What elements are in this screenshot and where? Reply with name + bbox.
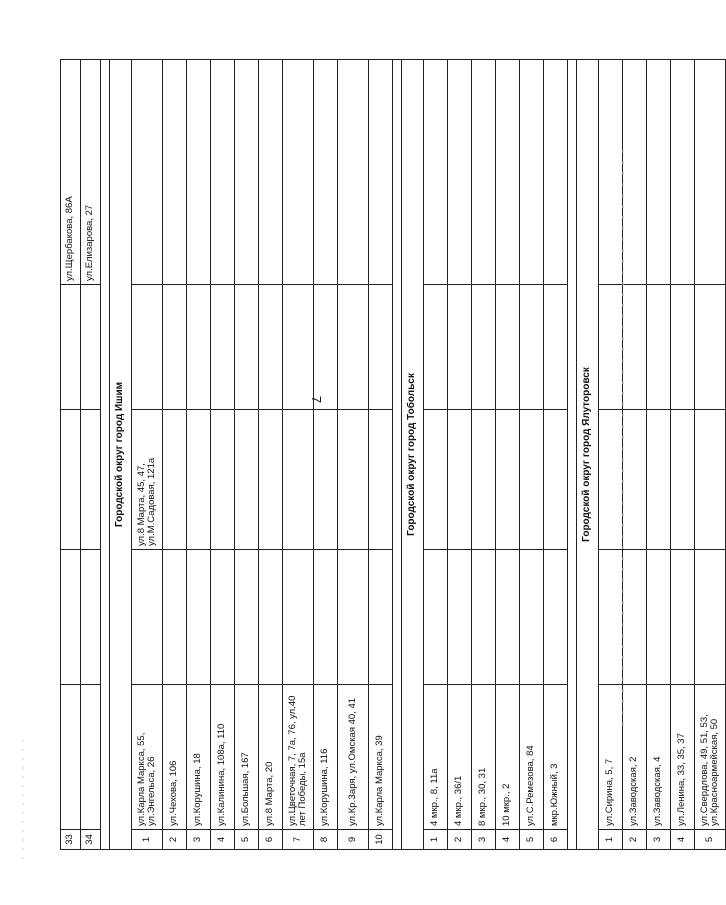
- row-number: 2: [448, 830, 472, 850]
- cell-col-4: [61, 410, 81, 550]
- row-number: 8: [314, 830, 338, 850]
- spacer-row: [393, 60, 402, 850]
- cell-col-6: ул.Щербакова, 86А: [61, 60, 81, 285]
- table-row: [314, 60, 338, 850]
- cell-col-4: [283, 410, 314, 550]
- section-title: Городской округ город Ишим: [110, 60, 132, 850]
- cell-col-2: 8 мкр., 30, 31: [472, 685, 496, 830]
- cell-col-6: [132, 60, 163, 285]
- cell-col-6: [623, 60, 647, 285]
- cell-col-5: [338, 285, 369, 410]
- cell-col-5: [544, 285, 568, 410]
- cell-col-2: ул.Цветочная, 7, 7а, 76, ул.40 лет Победы, 15а: [283, 685, 314, 830]
- cell-col-4: [448, 410, 472, 550]
- cell-col-5: [472, 285, 496, 410]
- table-row: [671, 60, 695, 850]
- cell-col-4: [520, 410, 544, 550]
- cell-col-3: [283, 550, 314, 685]
- cell-col-2: ул.Корушина, 116: [314, 685, 338, 830]
- cell-col-6: [259, 60, 283, 285]
- cell-col-3: [187, 550, 211, 685]
- section-header-row: [110, 60, 132, 850]
- cell-col-3: [496, 550, 520, 685]
- cell-col-4: [424, 410, 448, 550]
- address-table-body: [61, 60, 726, 850]
- cell-col-2: [81, 685, 101, 830]
- cell-col-3: [369, 550, 393, 685]
- cell-col-5: [448, 285, 472, 410]
- cell-col-6: [520, 60, 544, 285]
- section-title: Городской округ город Тобольск: [402, 60, 424, 850]
- cell-col-2: ул.Сирина, 5, 7: [599, 685, 623, 830]
- cell-col-4: [496, 410, 520, 550]
- cell-col-2: ул.8 Марта, 20: [259, 685, 283, 830]
- table-row: [599, 60, 623, 850]
- row-number: 4: [211, 830, 235, 850]
- cell-col-4: [647, 410, 671, 550]
- cell-col-4: [544, 410, 568, 550]
- cell-col-2: 4 мкр., 36/1: [448, 685, 472, 830]
- cell-col-5: [314, 285, 338, 410]
- cell-col-2: ул.Чехова, 106: [163, 685, 187, 830]
- row-number: 5: [235, 830, 259, 850]
- cell-col-5: [187, 285, 211, 410]
- scan-artifact: [622, 150, 624, 730]
- cell-col-3: [424, 550, 448, 685]
- cell-col-6: [369, 60, 393, 285]
- cell-col-6: [671, 60, 695, 285]
- table-row: [496, 60, 520, 850]
- cell-col-4: [259, 410, 283, 550]
- cell-col-3: [448, 550, 472, 685]
- cell-col-6: [647, 60, 671, 285]
- row-number: 4: [496, 830, 520, 850]
- cell-col-2: ул.Заводская, 2: [623, 685, 647, 830]
- cell-col-3: [81, 550, 101, 685]
- row-number: 5: [695, 830, 726, 850]
- cell-col-5: [623, 285, 647, 410]
- table-row: [623, 60, 647, 850]
- cell-col-4: [623, 410, 647, 550]
- spacer-cell: [101, 60, 110, 850]
- row-number: 5: [520, 830, 544, 850]
- cell-col-6: [695, 60, 726, 285]
- cell-col-6: [235, 60, 259, 285]
- table-row: [163, 60, 187, 850]
- cell-col-4: [235, 410, 259, 550]
- cell-col-5: [695, 285, 726, 410]
- row-number: 4: [671, 830, 695, 850]
- row-number: 3: [187, 830, 211, 850]
- cell-col-6: [187, 60, 211, 285]
- cell-col-2: ул.Кр.Заря, ул.Омская 40, 41: [338, 685, 369, 830]
- cell-col-3: [314, 550, 338, 685]
- spacer-row: [568, 60, 577, 850]
- cell-col-6: [338, 60, 369, 285]
- row-number: 3: [472, 830, 496, 850]
- cell-col-5: [647, 285, 671, 410]
- row-number: 9: [338, 830, 369, 850]
- table-row: [211, 60, 235, 850]
- cell-col-2: мкр.Южный, 3: [544, 685, 568, 830]
- cell-col-2: ул.С.Ремезова, 84: [520, 685, 544, 830]
- cell-col-4: [338, 410, 369, 550]
- cell-col-3: [623, 550, 647, 685]
- row-number: 1: [424, 830, 448, 850]
- cell-col-2: ул.Корушина, 18: [187, 685, 211, 830]
- row-number: 3: [647, 830, 671, 850]
- cell-col-4: [369, 410, 393, 550]
- cell-col-3: [235, 550, 259, 685]
- cell-col-4: [695, 410, 726, 550]
- cell-col-5: [369, 285, 393, 410]
- spacer-cell: [393, 60, 402, 850]
- cell-col-6: [472, 60, 496, 285]
- cell-col-2: ул.Карла Маркса, 55, ул.Энгельса, 26: [132, 685, 163, 830]
- cell-col-5: [496, 285, 520, 410]
- table-row: [448, 60, 472, 850]
- row-number: 1: [599, 830, 623, 850]
- row-number: 1: [132, 830, 163, 850]
- table-row: [338, 60, 369, 850]
- cell-col-3: [163, 550, 187, 685]
- table-row: [472, 60, 496, 850]
- row-number: 2: [623, 830, 647, 850]
- table-row: [132, 60, 163, 850]
- cell-col-5: [671, 285, 695, 410]
- spacer-cell: [568, 60, 577, 850]
- cell-col-3: [599, 550, 623, 685]
- cell-col-3: [211, 550, 235, 685]
- table-row: [187, 60, 211, 850]
- cell-col-4: [314, 410, 338, 550]
- cell-col-4: [472, 410, 496, 550]
- cell-col-3: [259, 550, 283, 685]
- cell-col-5: [163, 285, 187, 410]
- cell-col-2: ул.Большая, 167: [235, 685, 259, 830]
- cell-col-5: [259, 285, 283, 410]
- table-row: [61, 60, 81, 850]
- cell-col-5: [81, 285, 101, 410]
- cell-col-3: [671, 550, 695, 685]
- cell-col-5: [61, 285, 81, 410]
- cell-col-3: [132, 550, 163, 685]
- cell-col-2: ул.Свердлова, 49, 51, 53, ул.Красноармейская, 50: [695, 685, 726, 830]
- cell-col-2: 10 мкр., 2: [496, 685, 520, 830]
- table-row: [81, 60, 101, 850]
- cell-col-3: [61, 550, 81, 685]
- cell-col-5: [424, 285, 448, 410]
- cell-col-3: [695, 550, 726, 685]
- row-number: 6: [544, 830, 568, 850]
- cell-col-3: [520, 550, 544, 685]
- section-header-row: [577, 60, 599, 850]
- cell-col-4: [187, 410, 211, 550]
- table-row: [235, 60, 259, 850]
- cell-col-3: [472, 550, 496, 685]
- cell-col-5: [211, 285, 235, 410]
- cell-col-4: [81, 410, 101, 550]
- table-row: [544, 60, 568, 850]
- section-title: Городской округ город Ялуторовск: [577, 60, 599, 850]
- cell-col-5: [235, 285, 259, 410]
- row-number: 33: [61, 830, 81, 850]
- cell-col-3: [647, 550, 671, 685]
- cell-col-5: [283, 285, 314, 410]
- cell-col-6: ул.Елизарова, 27: [81, 60, 101, 285]
- cell-col-6: [496, 60, 520, 285]
- cell-col-3: [338, 550, 369, 685]
- cell-col-2: ул.Калинина, 108а, 110: [211, 685, 235, 830]
- cell-col-2: ул.Заводская, 4: [647, 685, 671, 830]
- cell-col-5: [599, 285, 623, 410]
- address-table: [60, 59, 726, 850]
- cell-col-6: [424, 60, 448, 285]
- cell-col-4: ул.8 Марта, 45, 47, ул.М.Садовая, 121а: [132, 410, 163, 550]
- table-row: [369, 60, 393, 850]
- cell-col-4: [671, 410, 695, 550]
- row-number: 6: [259, 830, 283, 850]
- table-row: [259, 60, 283, 850]
- cell-col-6: [544, 60, 568, 285]
- table-row: [520, 60, 544, 850]
- table-row: [647, 60, 671, 850]
- cell-col-6: [163, 60, 187, 285]
- cell-col-6: [448, 60, 472, 285]
- cell-col-6: [211, 60, 235, 285]
- cell-col-5: [132, 285, 163, 410]
- row-number: 34: [81, 830, 101, 850]
- cell-col-2: ул.Ленина, 33, 35, 37: [671, 685, 695, 830]
- cell-col-2: ул.Карла Маркса, 39: [369, 685, 393, 830]
- cell-col-4: [211, 410, 235, 550]
- cell-col-6: [599, 60, 623, 285]
- row-number: 7: [283, 830, 314, 850]
- table-row: [695, 60, 726, 850]
- cell-col-5: [520, 285, 544, 410]
- cell-col-4: [163, 410, 187, 550]
- scan-artifact: [22, 740, 24, 860]
- row-number: 2: [163, 830, 187, 850]
- cell-col-4: [599, 410, 623, 550]
- cell-col-6: [283, 60, 314, 285]
- section-header-row: [402, 60, 424, 850]
- cell-col-3: [544, 550, 568, 685]
- cell-col-2: 4 мкр., 8, 11а: [424, 685, 448, 830]
- cell-col-6: [314, 60, 338, 285]
- row-number: 10: [369, 830, 393, 850]
- table-row: [424, 60, 448, 850]
- rotated-table-sheet: [60, 60, 720, 850]
- page-number: 7: [309, 395, 325, 404]
- table-row: [283, 60, 314, 850]
- spacer-row: [101, 60, 110, 850]
- cell-col-2: [61, 685, 81, 830]
